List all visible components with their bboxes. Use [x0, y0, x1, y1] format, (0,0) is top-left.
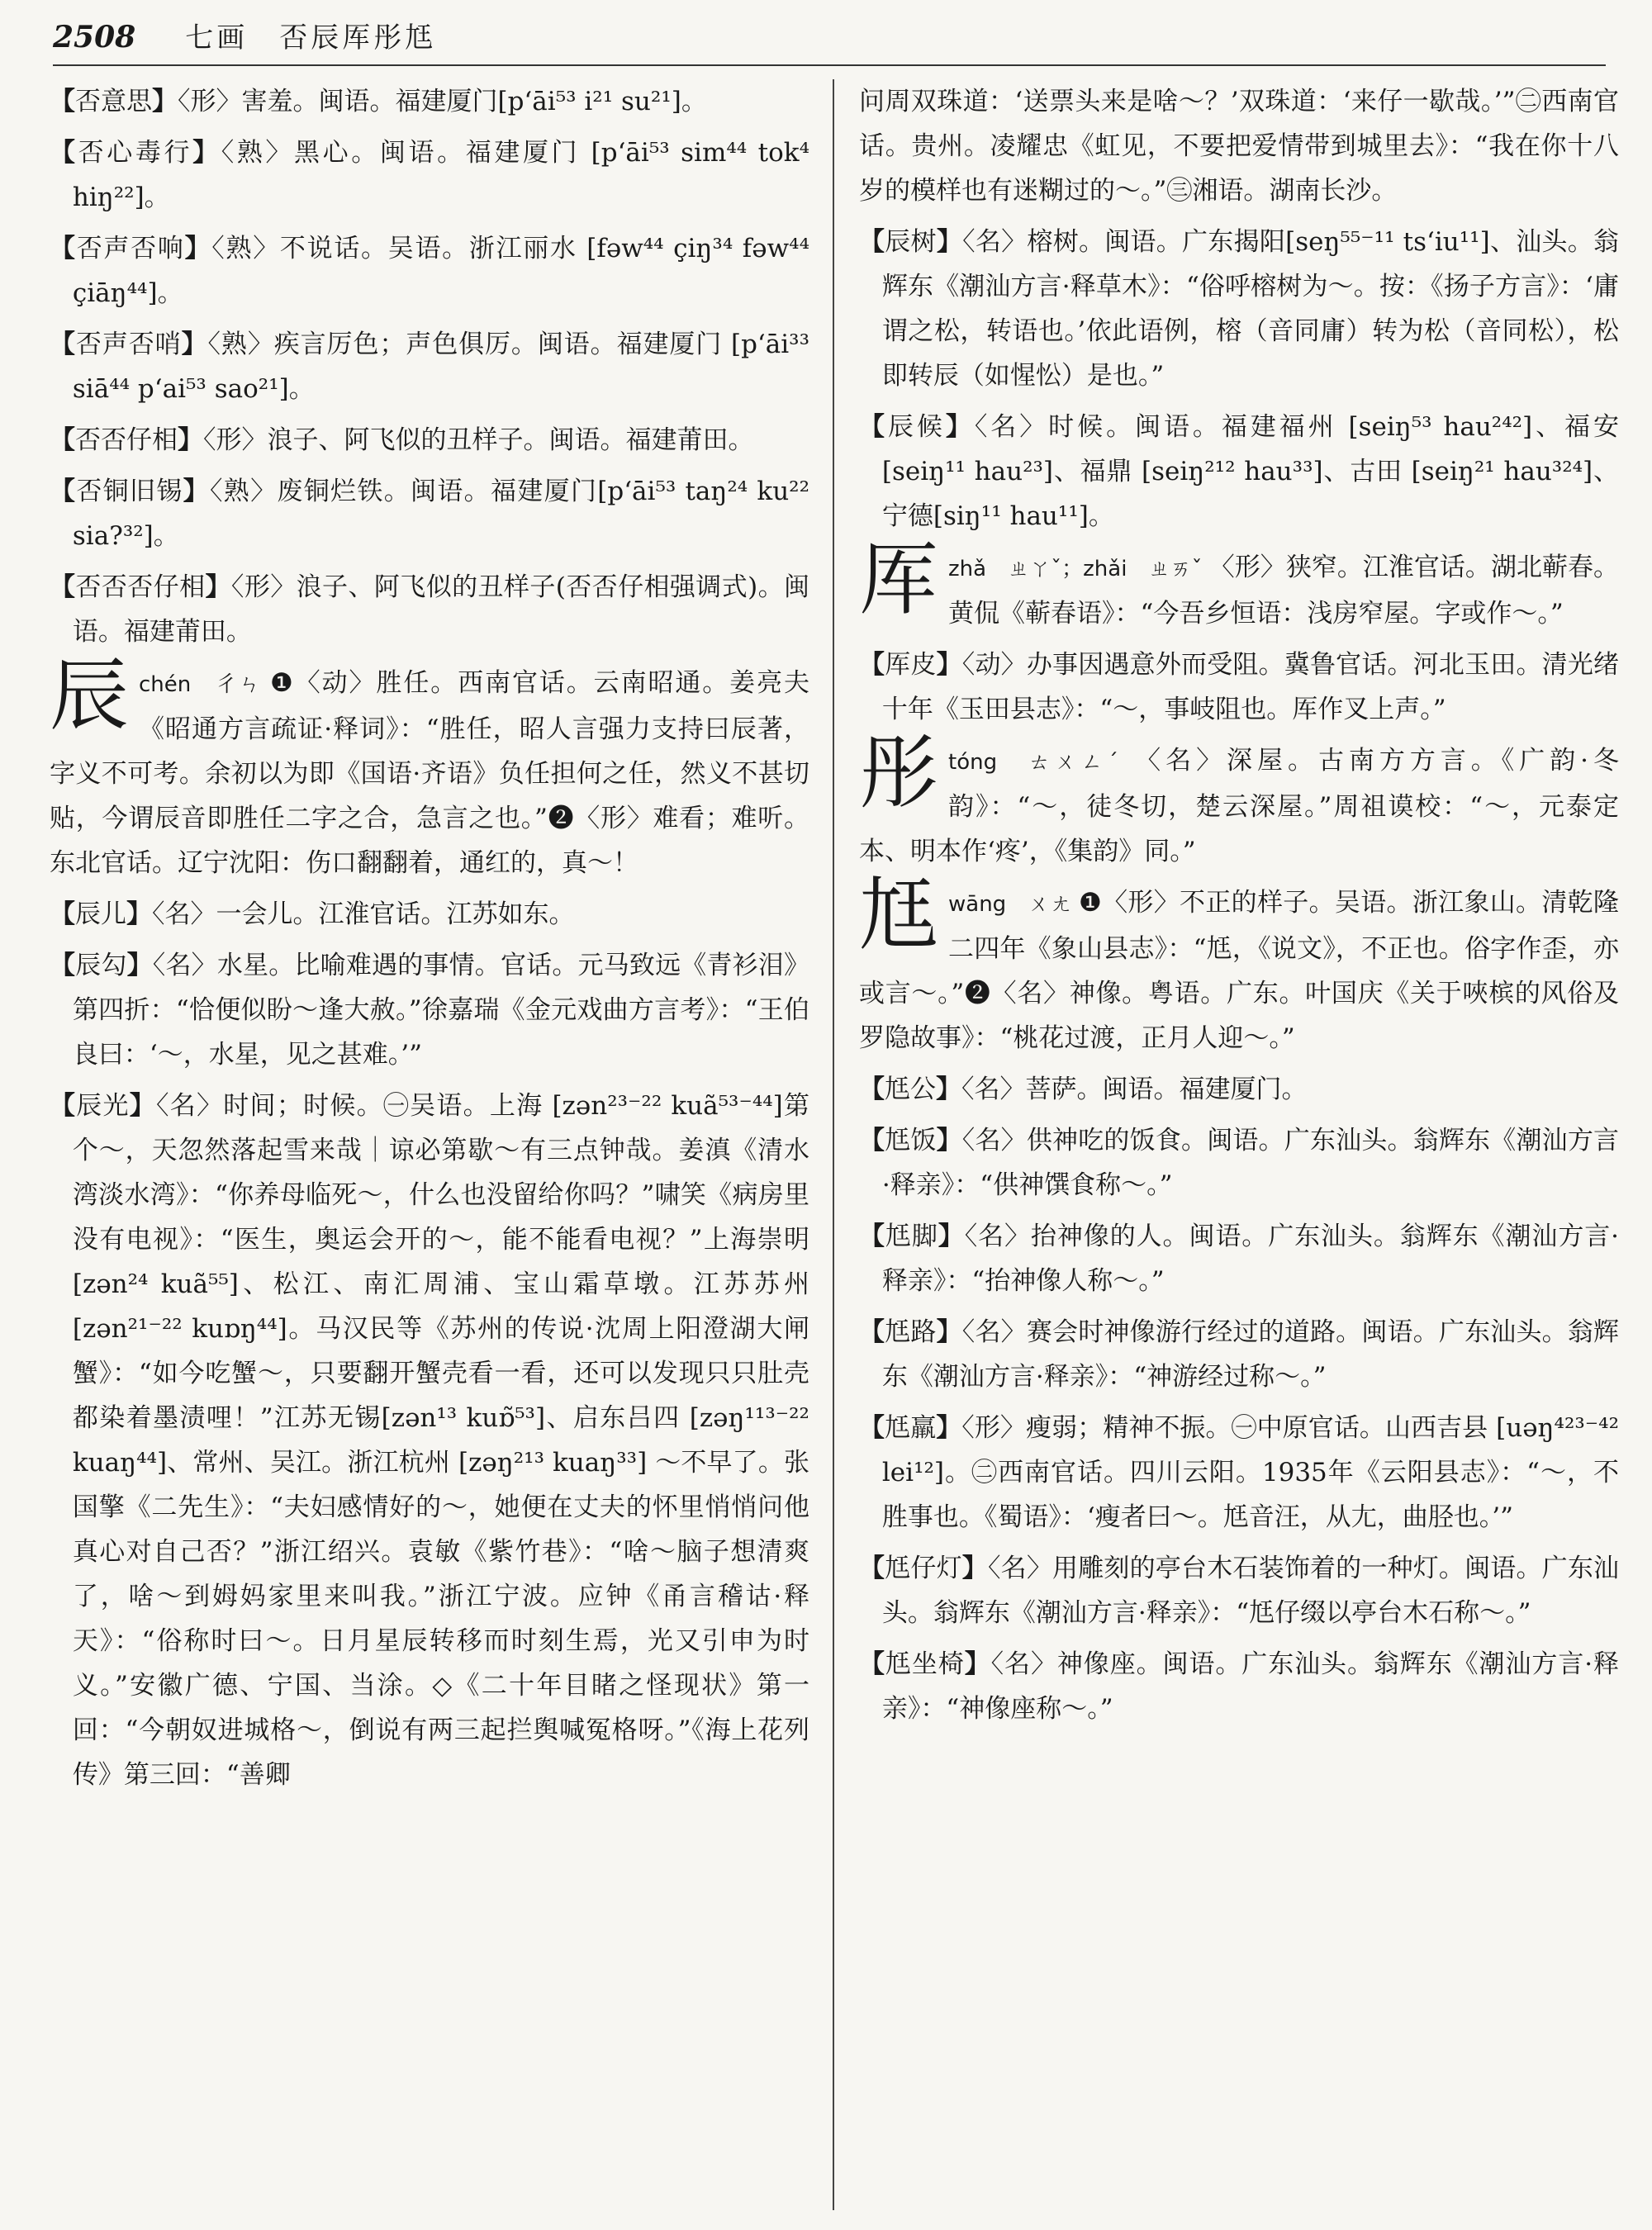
- close-bracket: 】: [936, 1075, 961, 1104]
- open-bracket: 【: [50, 138, 78, 168]
- dictionary-entry: [50, 469, 809, 558]
- entry-headword: 辰候: [887, 412, 946, 442]
- close-bracket: 】: [938, 1222, 965, 1251]
- entry-definition: 〈名〉用雕刻的亭台木石装饰着的一种灯。闽语。广东汕头。翁辉东《潮汕方言·释亲》：“尪仔缀以亭台木石称～。”: [881, 1554, 1620, 1628]
- character-headword: 厍: [859, 534, 938, 626]
- close-bracket: 】: [961, 1554, 988, 1583]
- close-bracket: 】: [192, 138, 221, 168]
- character-headword: 辰: [50, 649, 129, 742]
- close-bracket: 】: [129, 1091, 157, 1121]
- close-bracket: 】: [126, 899, 152, 929]
- entry-headword: 否声否响: [76, 234, 185, 263]
- entry-headword: 辰光: [76, 1091, 130, 1121]
- open-bracket: 【: [859, 1075, 885, 1104]
- open-bracket: 【: [50, 951, 76, 980]
- dictionary-entry: [50, 226, 809, 316]
- character-headword: 尪: [859, 869, 938, 961]
- dictionary-entry: [50, 322, 809, 411]
- close-bracket: 】: [936, 1126, 962, 1155]
- entry-definition: 〈名〉榕树。闽语。广东揭阳[seŋ⁵⁵⁻¹¹ ts‘iu¹¹]、汕头。翁辉东《潮汕方言·释草木》：“俗呼榕树为～。按：《扬子方言》：‘庸谓之松，转语也。’依此语例，榕（音同庸）转为松（音同松），松即转辰（如惺忪）是也。”: [881, 227, 1620, 391]
- page-number: 2508: [53, 20, 136, 55]
- entry-definition: ❶〈形〉不正的样子。吴语。浙江象山。清乾隆二四年《象山县志》：“尪，《说文》，不正也。俗字作歪，亦或言～。”❷〈名〉神像。粤语。广东。叶国庆《关于唊槟的风俗及罗隐故事》：“桃花过渡，正月人迎～。”: [859, 888, 1619, 1053]
- entry-headword: 否声否哨: [75, 330, 182, 359]
- entry-definition: 〈名〉深屋。古南方方言。《广韵·冬韵》：“～，徒冬切，楚云深屋。”周祖谟校：“～，元泰定本、明本作‘疼’，《集韵》同。”: [859, 746, 1619, 866]
- entry-definition: 〈名〉时候。闽语。福建福州 [seiŋ⁵³ hau²⁴²]、福安 [seiŋ¹¹ hau²³]、福鼎 [seiŋ²¹² hau³³]、古田 [seiŋ²¹ hau³²⁴]、宁德[siŋ¹¹ hau¹¹]。: [881, 412, 1620, 531]
- dictionary-entry: [50, 1084, 809, 1797]
- close-bracket: 】: [178, 425, 203, 455]
- open-bracket: 【: [50, 234, 77, 263]
- close-bracket: 】: [945, 412, 975, 442]
- dictionary-entry: [859, 1642, 1619, 1731]
- entry-headword: 辰树: [885, 227, 937, 257]
- entry-definition: 〈动〉办事因遇意外而受阻。冀鲁官话。河北玉田。清光绪十年《玉田县志》：“～，事岐阻也。厍作叉上声。”: [881, 650, 1620, 724]
- close-bracket: 】: [183, 477, 210, 506]
- open-bracket: 【: [50, 899, 75, 929]
- entry-definition: 〈熟〉疾言厉色；声色俱厉。闽语。福建厦门 [p‘āi³³ siā⁴⁴ p‘ai⁵³ sao²¹]。: [72, 330, 810, 404]
- entry-definition: 〈名〉供神吃的饭食。闽语。广东汕头。翁辉东《潮汕方言·释亲》：“供神馔食称～。”: [881, 1126, 1620, 1200]
- page-header: [53, 15, 1606, 66]
- dictionary-entry: [50, 130, 809, 220]
- entry-headword: 否心毒行: [78, 138, 193, 168]
- entry-definition: 〈名〉神像座。闽语。广东汕头。翁辉东《潮汕方言·释亲》：“神像座称～。”: [881, 1649, 1620, 1724]
- entry-definition: 〈名〉水星。比喻难遇的事情。官话。元马致远《青衫泪》第四折：“恰便似盼～逢大赦。”徐嘉瑞《金元戏曲方言考》：“王伯良曰：‘～，水星，见之甚难。’”: [72, 951, 810, 1070]
- open-bracket: 【: [50, 572, 76, 602]
- entry-headword: 否否否仔相: [75, 572, 206, 602]
- dictionary-entry: [859, 1118, 1619, 1208]
- dictionary-entry: [50, 943, 809, 1077]
- entry-headword: 尪饭: [885, 1126, 937, 1155]
- dictionary-entry: [50, 565, 809, 654]
- entry-definition: 〈名〉赛会时神像游行经过的道路。闽语。广东汕头。翁辉东《潮汕方言·释亲》：“神游经过称～。”: [881, 1317, 1620, 1392]
- open-bracket: 【: [859, 412, 888, 442]
- close-bracket: 】: [964, 1649, 991, 1679]
- entry-definition: 〈名〉时间；时候。㊀吴语。上海 [zən²³⁻²² kuã⁵³⁻⁴⁴]第个～，天忽然落起雪来哉｜谅必第歇～有三点钟哉。姜滇《清水湾淡水湾》：“你养母临死～，什么也没留给你吗？”啸笑《病房里没有电视》：“医生，奥运会开的～，能不能看电视？”上海崇明[zən²⁴ kuã⁵⁵]、松江、南汇周浦、宝山霜草墩。江苏苏州 [zən²¹⁻²² kuɒŋ⁴⁴]。马汉民等《苏州的传说·沈周上阳澄湖大闸蟹》：“如今吃蟹～，只要翻开蟹壳看一看，还可以发现只只肚壳都染着墨渍哩！”江苏无锡[zən¹³ kuɒ̃⁵³]、启东吕四 [zəŋ¹¹³⁻²² kuaŋ⁴⁴]、常州、吴江。浙江杭州 [zəŋ²¹³ kuaŋ³³] ～不早了。张国擎《二先生》：“夫妇感情好的～，她便在丈夫的怀里悄悄问他真心对自己否？”浙江绍兴。袁敏《紫竹巷》：“啥～脑子想清爽了，啥～到姆妈家里来叫我。”浙江宁波。应钟《甬言稽诂·释天》：“俗称时曰～。日月星辰转移而时刻生焉，光又引申为时义。”安徽广德、宁国、当涂。◇《二十年目睹之怪现状》第一回：“今朝奴进城格～，倒说有两三起拦舆喊冤格呀。”《海上花列传》第三回：“善卿: [72, 1091, 810, 1790]
- entry-definition: 〈熟〉不说话。吴语。浙江丽水 [fəw⁴⁴ çiŋ³⁴ fəw⁴⁴ çiāŋ⁴⁴]。: [72, 234, 810, 308]
- entry-definition: 问周双珠道：‘送票头来是啥～？’双珠道：‘来仔一歇哉。’”㊁西南官话。贵州。凌耀忠《虹见，不要把爱情带到城里去》：“我在你十八岁的模样也有迷糊过的～。”㊂湘语。湖南长沙。: [859, 87, 1619, 206]
- close-bracket: 】: [126, 951, 153, 980]
- dictionary-entry: [50, 418, 809, 463]
- close-bracket: 】: [936, 1317, 962, 1347]
- open-bracket: 【: [859, 1649, 885, 1679]
- close-bracket: 】: [184, 234, 212, 263]
- entry-headword: 辰勾: [75, 951, 127, 980]
- entry-headword: 否铜旧锡: [76, 477, 183, 506]
- close-bracket: 】: [152, 87, 178, 116]
- column-divider: [833, 79, 834, 2210]
- open-bracket: 【: [50, 330, 76, 359]
- entry-headword: 尪羸: [885, 1413, 937, 1443]
- dictionary-entry: [859, 1310, 1619, 1399]
- dictionary-entry: [859, 1546, 1619, 1635]
- entry-definition: 〈形〉浪子、阿飞似的丑样子(否否仔相强调式)。闽语。福建莆田。: [72, 572, 810, 647]
- entry-definition: 〈名〉一会儿。江淮官话。江苏如东。: [152, 899, 575, 929]
- open-bracket: 【: [859, 1413, 885, 1443]
- running-title: 七画 否辰厍彤尪: [185, 21, 437, 55]
- close-bracket: 】: [936, 1413, 962, 1443]
- dictionary-entry: [859, 534, 1620, 636]
- close-bracket: 】: [181, 330, 208, 359]
- entry-headword: 尪仔灯: [885, 1554, 962, 1583]
- dictionary-entry: [859, 405, 1619, 539]
- entry-headword: 尪公: [885, 1075, 936, 1104]
- entry-headword: 厍皮: [885, 650, 937, 680]
- open-bracket: 【: [859, 1317, 885, 1347]
- dictionary-entry: [859, 869, 1619, 1060]
- pronunciation: wāng ㄨㄤ: [948, 892, 1079, 917]
- dictionary-entry: [859, 220, 1619, 398]
- left-column: [50, 79, 809, 1804]
- close-bracket: 】: [936, 650, 962, 680]
- entry-definition: 〈形〉瘦弱；精神不振。㊀中原官话。山西吉县 [uəŋ⁴²³⁻⁴² lei¹²]。㊁西南官话。四川云阳。1935年《云阳县志》：“～，不胜事也。《蜀语》：‘瘦者曰～。尪音汪，从尢，曲胫也。’”: [881, 1413, 1620, 1532]
- entry-headword: 尪脚: [885, 1222, 938, 1251]
- entry-definition: 〈熟〉废铜烂铁。闽语。福建厦门[p‘āi⁵³ taŋ²⁴ ku²² sia?³²]。: [72, 477, 810, 551]
- entry-headword: 尪坐椅: [885, 1649, 965, 1679]
- pronunciation: chén 彳ㄣ: [139, 672, 271, 697]
- dictionary-entry: [50, 649, 809, 885]
- close-bracket: 】: [205, 572, 231, 602]
- open-bracket: 【: [859, 227, 885, 257]
- pronunciation: tóng ㄊㄨㄥˊ: [948, 750, 1136, 775]
- dictionary-entry: [50, 79, 809, 124]
- dictionary-entry: [859, 1067, 1619, 1112]
- pronunciation: zhǎ ㄓㄚˇ；zhǎi ㄓㄞˇ: [948, 557, 1209, 581]
- entry-headword: 辰儿: [75, 899, 126, 929]
- entry-headword: 否意思: [75, 87, 152, 116]
- open-bracket: 【: [50, 87, 75, 116]
- close-bracket: 】: [936, 227, 963, 257]
- character-headword: 彤: [859, 727, 938, 819]
- open-bracket: 【: [50, 1091, 77, 1121]
- open-bracket: 【: [859, 1554, 885, 1583]
- entry-definition: 〈形〉浪子、阿飞似的丑样子。闽语。福建莆田。: [203, 425, 754, 455]
- open-bracket: 【: [859, 1222, 885, 1251]
- entry-headword: 否否仔相: [75, 425, 178, 455]
- open-bracket: 【: [50, 477, 77, 506]
- dictionary-entry: [859, 79, 1619, 213]
- entry-definition: ❶〈动〉胜任。西南官话。云南昭通。姜亮夫《昭通方言疏证·释词》：“胜任，昭人言强力支持曰辰著，字义不可考。余初以为即《国语·齐语》负任担何之任，然义不甚切贴，今谓辰音即胜任二字之合，急言之也。”❷〈形〉难看；难听。东北官话。辽宁沈阳：伤口翻翻着，通红的，真～！: [50, 668, 809, 878]
- dictionary-entry: [859, 1406, 1619, 1540]
- dictionary-entry: [859, 643, 1619, 732]
- dictionary-entry: [859, 1214, 1619, 1303]
- dictionary-entry: [859, 727, 1619, 874]
- open-bracket: 【: [859, 650, 885, 680]
- entry-definition: 〈形〉害羞。闽语。福建厦门[p‘āi⁵³ i²¹ su²¹]。: [178, 87, 707, 116]
- entry-definition: 〈熟〉黑心。闽语。福建厦门 [p‘āi⁵³ sim⁴⁴ tok⁴ hiŋ²²]。: [72, 138, 810, 212]
- open-bracket: 【: [859, 1126, 885, 1155]
- right-column: [859, 79, 1619, 1738]
- entry-definition: 〈名〉菩萨。闽语。福建厦门。: [961, 1075, 1308, 1104]
- entry-definition: 〈形〉狭窄。江淮官话。湖北蕲春。黄侃《蕲春语》：“今吾乡恒语：浅房窄屋。字或作～。”: [948, 553, 1620, 629]
- open-bracket: 【: [50, 425, 75, 455]
- entry-definition: 〈名〉抬神像的人。闽语。广东汕头。翁辉东《潮汕方言·释亲》：“抬神像人称～。”: [881, 1222, 1620, 1296]
- entry-headword: 尪路: [885, 1317, 937, 1347]
- dictionary-entry: [50, 892, 809, 937]
